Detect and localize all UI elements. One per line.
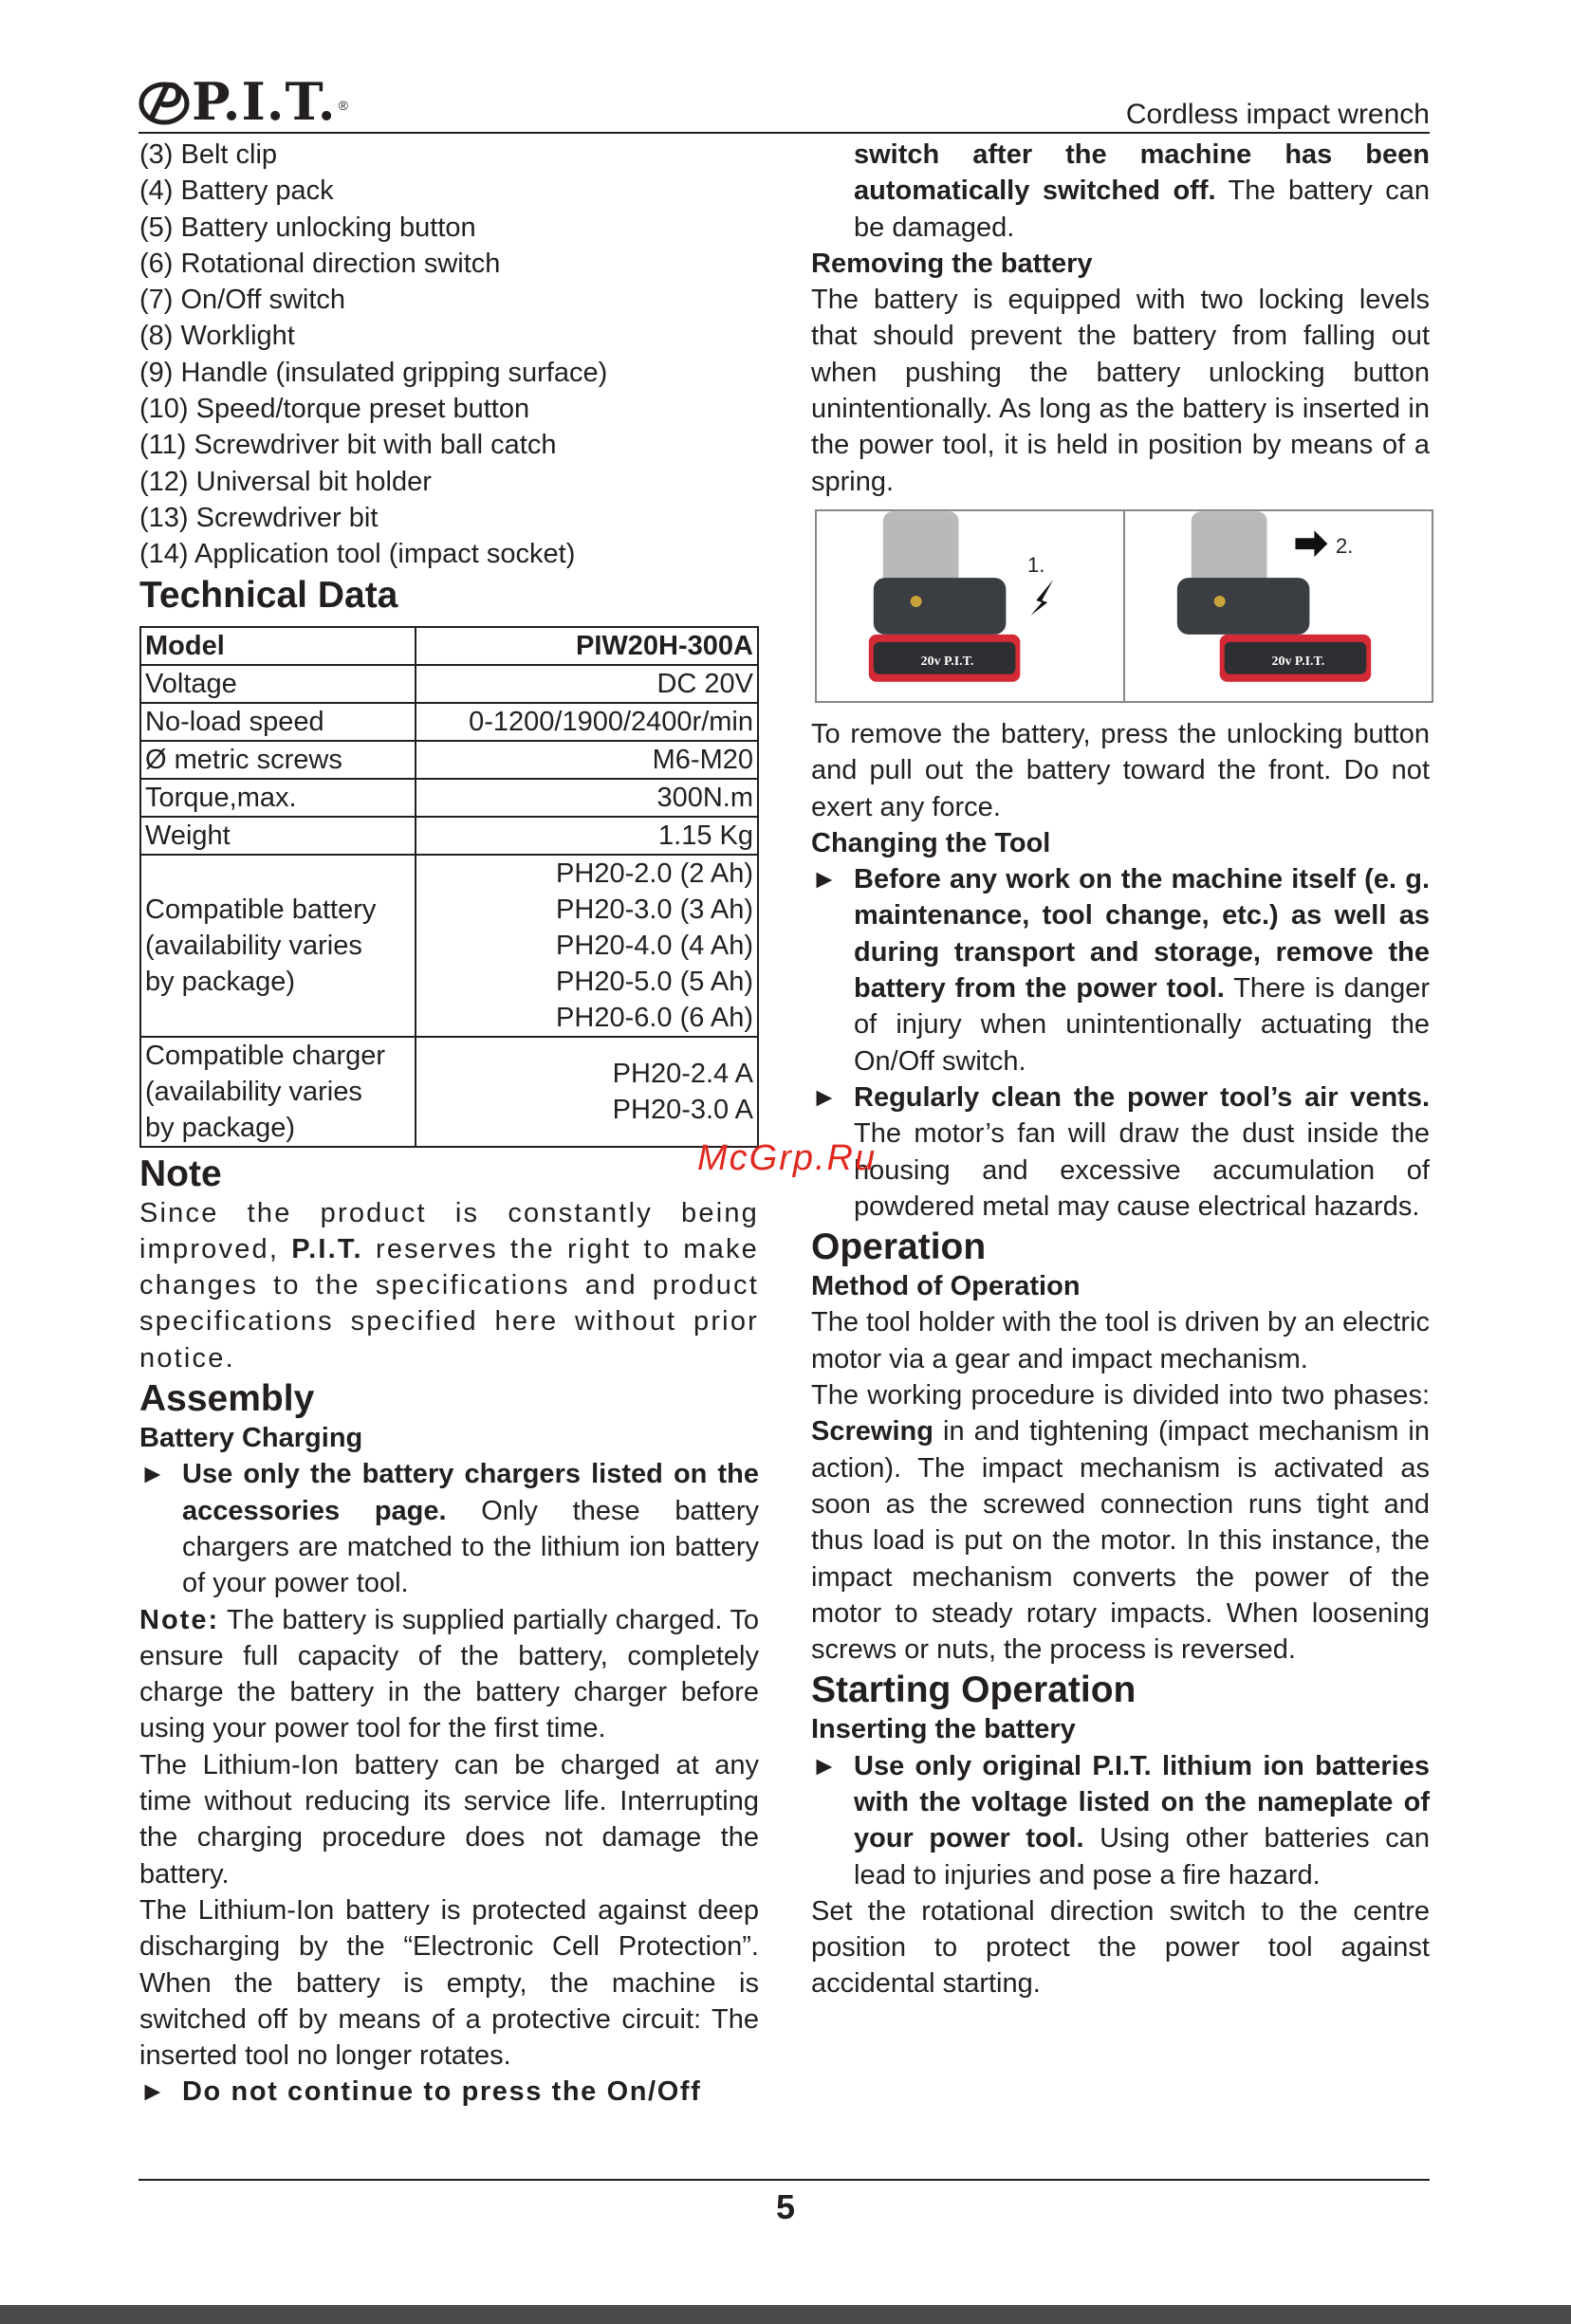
table-cell-label: Weight — [140, 817, 416, 855]
battery-option: PH20-5.0 (5 Ah) — [556, 966, 753, 997]
step-label-1: 1. — [1027, 552, 1045, 577]
bullet-bold-text: switch after the machine has been automatically switched off. — [854, 139, 1430, 207]
assembly-heading: Assembly — [139, 1378, 315, 1420]
list-item: (3) Belt clip — [139, 139, 278, 170]
bullet-text: The battery can be damaged. — [854, 175, 1430, 243]
bullet-bold-text: Regularly clean the power tool’s air vents. — [854, 1081, 1430, 1113]
table-cell-value: PIW20H-300A — [416, 627, 758, 665]
battery-charging-heading: Battery Charging — [139, 1423, 363, 1454]
onoff-warning-bullet — [139, 2074, 759, 2110]
table-row — [140, 779, 758, 817]
note-paragraph — [139, 1195, 759, 1376]
bullet-bold-text: Use only the battery chargers listed on the accessories page. — [182, 1459, 759, 1526]
battery-removal-figure — [815, 509, 1433, 703]
technical-data-table — [139, 626, 759, 1148]
battery-option: PH20-3.0 (3 Ah) — [556, 894, 753, 925]
operation-text-a: The working procedure is divided into two phases: — [811, 1380, 1430, 1411]
note-body: The battery is supplied partially charged. To ensure full capacity of the battery, completely charge the battery in the battery charger before using your power tool for the first time. — [139, 1604, 759, 1744]
note-text-before: Since the product is constantly being improved, — [139, 1197, 759, 1264]
table-cell-value: DC 20V — [416, 665, 758, 703]
table-cell-value — [416, 1037, 758, 1147]
operation-paragraph-2 — [811, 1377, 1430, 1668]
pit-logo-icon — [139, 76, 190, 127]
watermark-text: McGrp.Ru — [697, 1138, 878, 1178]
operation-paragraph-1: The tool holder with the tool is driven by an electric motor via a gear and impact mechanism. — [811, 1307, 1430, 1374]
header-divider — [139, 132, 1430, 134]
list-item: (4) Battery pack — [139, 175, 334, 207]
note-label: Note: — [139, 1604, 220, 1635]
parts-list — [139, 137, 759, 573]
bullet-arrow-icon: ► — [139, 1459, 166, 1489]
table-cell-label: Voltage — [140, 665, 416, 703]
table-row — [140, 703, 758, 741]
battery-protection-paragraph: The Lithium-Ion battery is protected against deep discharging by the “Electronic Cell Protection”. When the battery is empty, the machine is switched off by means of a protective circuit: The inserted tool no longer rotates. — [139, 1894, 759, 2072]
charger-label-line: Compatible charger — [145, 1040, 386, 1071]
list-item: (12) Universal bit holder — [139, 466, 432, 497]
bullet-text: There is danger of injury when unintentionally actuating the On/Off switch. — [854, 973, 1430, 1077]
list-item: (10) Speed/torque preset button — [139, 394, 530, 425]
step-label-2: 2. — [1336, 533, 1354, 558]
registered-mark: ® — [338, 98, 348, 113]
left-column — [139, 137, 759, 2111]
charger-warning-bullet — [139, 1456, 759, 1601]
table-cell-value: 0-1200/1900/2400r/min — [416, 703, 758, 741]
bullet-bold-text: Do not continue to press the On/Off — [182, 2076, 702, 2108]
charge-note-paragraph — [139, 1602, 759, 1747]
removing-battery-heading: Removing the battery — [811, 248, 1093, 279]
table-cell-label — [140, 855, 416, 1037]
table-row — [140, 627, 758, 665]
table-cell-label: Torque,max. — [140, 779, 416, 817]
bullet-arrow-icon: ► — [811, 1081, 838, 1112]
list-item: (13) Screwdriver bit — [139, 502, 379, 533]
removing-battery-paragraph: The battery is equipped with two locking levels that should prevent the battery from falling out when pushing the battery unlocking button unintentionally. As long as the battery is inserted in the power tool, it is held in position by means of a spring. — [811, 285, 1430, 497]
original-battery-warning-bullet — [811, 1748, 1430, 1893]
battery-label-line: Compatible battery — [145, 894, 377, 925]
table-row — [140, 665, 758, 703]
starting-operation-heading: Starting Operation — [811, 1669, 1137, 1711]
table-cell-label: Ø metric screws — [140, 741, 416, 779]
scan-bottom-band — [0, 2305, 1571, 2324]
footer-divider — [139, 2179, 1430, 2181]
battery-life-paragraph: The Lithium-Ion battery can be charged at any time without reducing its service life. Interrupting the charging procedure does not damage the battery. — [139, 1749, 759, 1890]
note-brand: P.I.T. — [291, 1233, 363, 1264]
brand-name: P.I.T. — [192, 71, 337, 132]
changing-tool-heading: Changing the Tool — [811, 827, 1051, 858]
table-cell-value: M6-M20 — [416, 741, 758, 779]
bullet-arrow-icon: ► — [811, 1750, 838, 1780]
bullet-arrow-icon: ► — [139, 2076, 168, 2107]
table-cell-label: Model — [140, 627, 416, 665]
page-number: 5 — [775, 2187, 796, 2226]
operation-heading: Operation — [811, 1227, 987, 1268]
maintenance-warning-bullet — [811, 861, 1430, 1079]
battery-option: PH20-6.0 (6 Ah) — [556, 1002, 753, 1033]
battery-label-line: (availability varies — [145, 930, 362, 961]
figure-step-1 — [817, 511, 1123, 701]
table-row — [140, 741, 758, 779]
inserting-battery-heading: Inserting the battery — [811, 1714, 1076, 1745]
battery-print-left: 20v P.I.T. — [920, 654, 974, 669]
table-row — [140, 1037, 758, 1147]
charger-label-line: (availability varies — [145, 1076, 362, 1107]
table-row — [140, 817, 758, 855]
list-item: (14) Application tool (impact socket) — [139, 539, 576, 570]
right-column — [811, 137, 1430, 2002]
list-item: (5) Battery unlocking button — [139, 212, 476, 243]
note-heading: Note — [139, 1153, 222, 1194]
brand-logo — [139, 72, 348, 131]
operation-bold: Screwing — [811, 1416, 933, 1448]
bullet-bold-text: Use only original P.I.T. lithium ion batteries with the voltage listed on the nameplate of your power tool. — [854, 1750, 1430, 1854]
figure-step-2 — [1123, 511, 1432, 701]
charger-option: PH20-2.4 A — [612, 1058, 753, 1089]
table-cell-value: 300N.m — [416, 779, 758, 817]
charger-option: PH20-3.0 A — [612, 1094, 753, 1125]
charger-label-line: by package) — [145, 1112, 295, 1143]
battery-option: PH20-2.0 (2 Ah) — [556, 858, 753, 889]
table-cell-label: No-load speed — [140, 703, 416, 741]
table-cell-label — [140, 1037, 416, 1147]
remove-instruction-paragraph: To remove the battery, press the unlocking button and pull out the battery toward the front. Do not exert any force. — [811, 718, 1430, 822]
document-title: Cordless impact wrench — [1125, 99, 1430, 130]
battery-label-line: by package) — [145, 966, 295, 997]
technical-data-heading: Technical Data — [139, 574, 398, 616]
list-item: (6) Rotational direction switch — [139, 248, 501, 279]
battery-print-right: 20v P.I.T. — [1271, 654, 1325, 669]
operation-text-b: in and tightening (impact mechanism in action). The impact mechanism is activated as soon as the screwed connection runs tight and thus load is put on the motor. In this instance, the impact mechanism converts the power of the motor to steady rotary impacts. When loosening screws or nuts, the process is reversed. — [811, 1416, 1430, 1666]
table-cell-value — [416, 855, 758, 1037]
method-of-operation-heading: Method of Operation — [811, 1271, 1081, 1302]
bullet-text: The motor’s fan will draw the dust inside the housing and excessive accumulation of powdered metal may cause electrical hazards. — [854, 1118, 1430, 1222]
battery-option: PH20-4.0 (4 Ah) — [556, 930, 753, 961]
note-text-after: reserves the right to make changes to the specifications and product specifications specified here without prior notice. — [139, 1233, 759, 1374]
bullet-text: Only these battery chargers are matched to the lithium ion battery of your power tool. — [182, 1495, 759, 1599]
onoff-warning-continued — [811, 137, 1430, 246]
bullet-text: Using other batteries can lead to injuries and pose a fire hazard. — [854, 1823, 1430, 1891]
table-row — [140, 855, 758, 1037]
list-item: (7) On/Off switch — [139, 285, 346, 316]
list-item: (11) Screwdriver bit with ball catch — [139, 430, 557, 461]
air-vents-warning-bullet — [811, 1079, 1430, 1225]
list-item: (8) Worklight — [139, 321, 295, 352]
direction-switch-paragraph: Set the rotational direction switch to the centre position to protect the power tool against accidental starting. — [811, 1895, 1430, 2000]
bullet-bold-text: Before any work on the machine itself (e. g. maintenance, tool change, etc.) as well as during transport and storage, remove the battery from the power tool. — [854, 864, 1430, 1005]
drill-pull-battery-illustration — [1125, 511, 1432, 701]
list-item: (9) Handle (insulated gripping surface) — [139, 357, 608, 388]
bullet-arrow-icon: ► — [811, 864, 838, 895]
table-cell-value: 1.15 Kg — [416, 817, 758, 855]
drill-press-button-illustration — [817, 511, 1123, 701]
